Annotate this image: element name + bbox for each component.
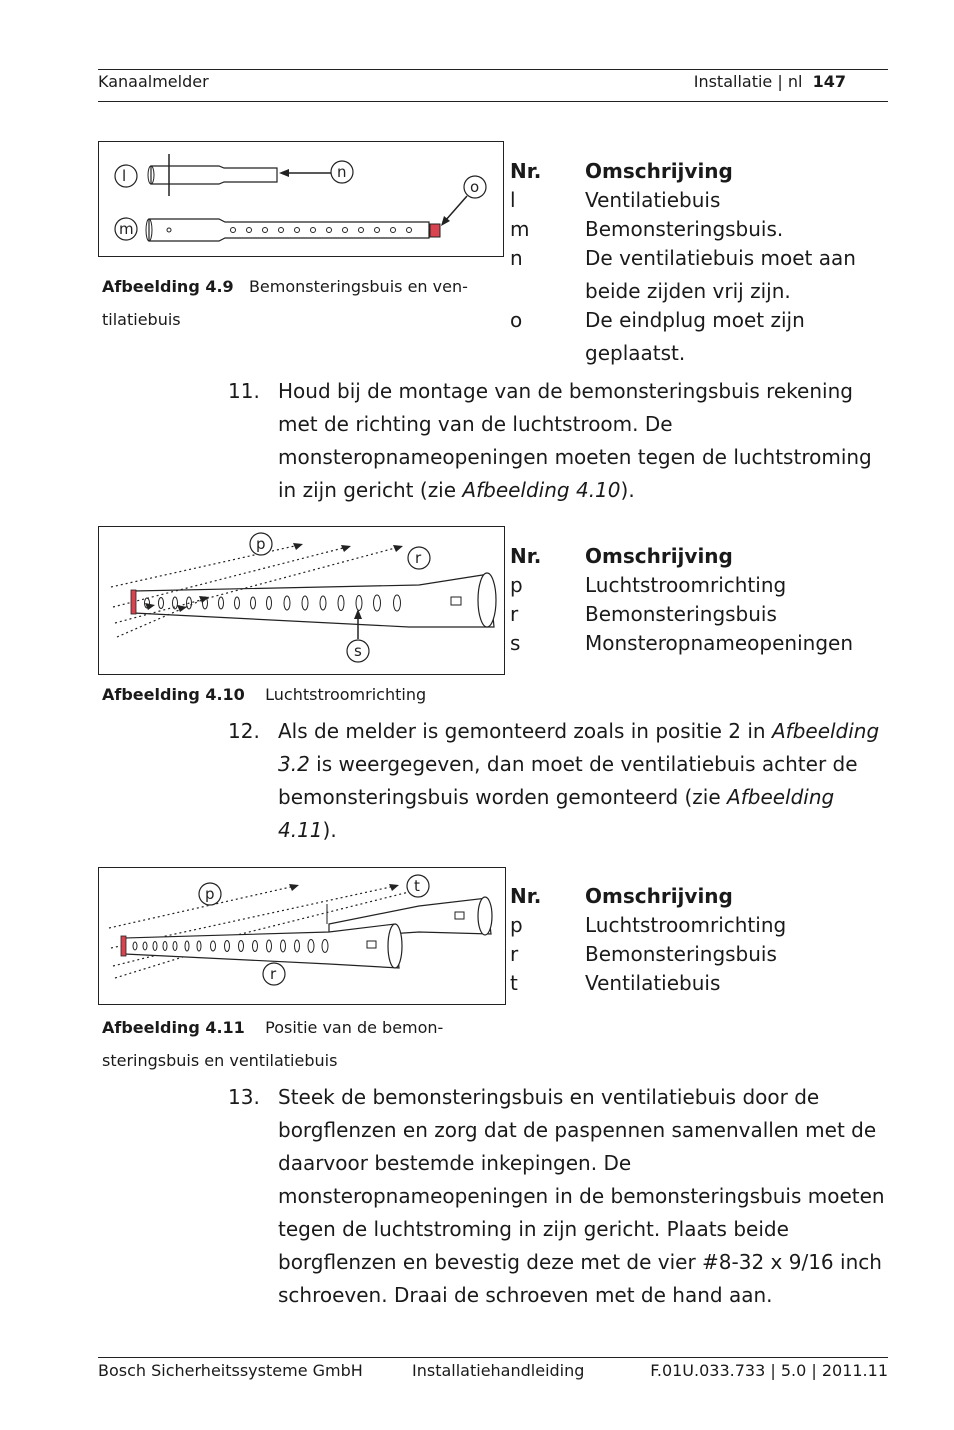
legend-row [510,244,885,273]
caption-text-line1: Bemonsteringsbuis en ven- [248,277,468,296]
caption-text: Luchtstroomrichting [265,685,427,704]
label-p: p [256,535,266,553]
figure-reference: Afbeelding 3.2 [278,719,880,776]
legend-nr: p [510,573,523,597]
legend-desc: De eindplug moet zijn [585,308,805,332]
arrow-o [445,196,467,221]
step-13 [228,1081,890,1312]
label-r: r [415,549,422,567]
figure-4-11-legend [510,882,885,998]
step-text: Steek de bemonsteringsbuis en ventilatiebuis door de borgflenzen en zorg dat de paspennen samenvallen met de daarvoor bestemde inkepingen. De monsteropnameopeningen in de bemonsteringsbuis moeten tegen de luchtstroming in zijn gericht. Plaats beide borgflenzen en bevestig deze met de vier #8-32 x 9/16 inch schroeven. Draai de schroeven met de hand aan. [278,1085,885,1307]
legend-desc: Luchtstroomrichting [585,573,787,597]
step-text-part: ). [620,478,635,502]
header-title: Kanaalmelder [98,72,209,91]
sampling-holes [167,228,412,233]
legend-header [510,157,885,186]
label-m: m [119,220,134,238]
footer-document: Installatiehandleiding [412,1361,585,1380]
label-r: r [270,965,277,983]
figure-4-9-caption [102,270,502,336]
legend-desc: geplaatst. [585,341,686,365]
figure-4-10-legend [510,542,885,658]
legend-nr: s [510,631,521,655]
legend-header [510,882,885,911]
sampling-tube-opening [388,924,402,968]
legend-desc: beide zijden vrij zijn. [585,279,791,303]
legend-row [510,215,885,244]
sampling-tube [149,219,429,241]
legend-nr: n [510,246,523,270]
legend-nr: p [510,913,523,937]
tube-opening [478,573,496,627]
legend-desc: Bemonsteringsbuis. [585,217,784,241]
figure-4-10-drawing [99,527,504,674]
header-section-label: Installatie | nl [693,72,803,91]
step-12 [228,715,890,847]
end-plug [430,224,440,237]
legend-row [510,969,885,998]
step-text [278,715,890,847]
legend-nr: r [510,942,519,966]
figure-reference: Afbeelding 4.10 [462,478,621,502]
ventilation-tube-opening [478,897,492,935]
caption-label: Afbeelding 4.11 [102,1018,245,1037]
legend-row [510,339,885,368]
legend-desc: Bemonsteringsbuis [585,602,777,626]
legend-nr [510,339,585,368]
legend-head-desc: Omschrijving [585,159,733,183]
legend-nr: l [510,188,516,212]
legend-row [510,940,885,969]
legend-head-nr: Nr. [510,159,542,183]
legend-desc: De ventilatiebuis moet aan [585,246,856,270]
legend-desc: Ventilatiebuis [585,188,721,212]
caption-text-line1: Positie van de bemon- [265,1018,444,1037]
label-s: s [354,642,362,660]
legend-row [510,629,885,658]
legend-desc: Bemonsteringsbuis [585,942,777,966]
header-top-rule [98,69,888,70]
sampling-tube [125,924,399,968]
figure-4-11 [98,867,506,1005]
end-plug [131,590,136,614]
label-p: p [205,885,215,903]
figure-4-11-caption [102,1011,502,1077]
label-l: l [122,167,127,185]
step-text-part: Als de melder is gemonteerd zoals in positie 2 in [278,719,772,743]
label-o: o [470,178,480,196]
legend-row [510,186,885,215]
legend-desc: Ventilatiebuis [585,971,721,995]
caption-label: Afbeelding 4.9 [102,277,234,296]
legend-header [510,542,885,571]
figure-reference: Afbeelding 4.11 [278,785,835,842]
step-11 [228,375,890,507]
footer-rule [98,1357,888,1358]
airflow-arrowheads [145,543,403,612]
tube-pin [451,597,461,605]
step-text-part: Houd bij de montage van de bemonsteringsbuis rekening met de richting van de luchtstroom. De monsteropnameopeningen moeten tegen de luchtstroming in zijn gericht (zie [278,379,872,502]
ventilation-tube [151,166,277,184]
caption-text-line2: tilatiebuis [102,310,181,329]
legend-nr: r [510,602,519,626]
figure-4-11-drawing [99,868,505,1004]
legend-row [510,600,885,629]
figure-4-10 [98,526,505,675]
label-n: n [337,163,347,181]
step-text [278,375,890,507]
legend-head-desc: Omschrijving [585,544,733,568]
step-text-part: is weergegeven, dan moet de ventilatiebuis achter de bemonsteringsbuis worden gemonteerd (zie [278,752,858,809]
caption-label: Afbeelding 4.10 [102,685,245,704]
legend-head-nr: Nr. [510,544,542,568]
legend-nr: o [510,308,523,332]
legend-row [510,277,885,306]
legend-head-desc: Omschrijving [585,884,733,908]
arrow-n-head [279,169,289,177]
legend-nr: t [510,971,518,995]
caption-text-line2: steringsbuis en ventilatiebuis [102,1051,338,1070]
figure-4-9 [98,141,504,257]
figure-4-10-caption [102,678,502,711]
legend-row [510,911,885,940]
step-text-part: ). [322,818,337,842]
label-t: t [414,877,420,895]
header-bottom-rule [98,101,888,102]
header-section [694,72,846,92]
legend-nr: m [510,217,530,241]
end-plug [121,936,126,956]
legend-desc: Monsteropnameopeningen [585,631,853,655]
legend-head-nr: Nr. [510,884,542,908]
page-number: 147 [812,72,846,91]
step-number: 13. [228,1085,260,1109]
step-number: 11. [228,379,260,403]
legend-row [510,571,885,600]
arrow-s-head [354,609,362,619]
legend-nr [510,277,585,306]
sampling-tube [134,574,494,627]
figure-4-9-drawing [99,142,503,256]
legend-row [510,306,885,335]
step-number: 12. [228,719,260,743]
footer-company: Bosch Sicherheitssysteme GmbH [98,1361,363,1380]
figure-4-9-legend [510,157,885,368]
footer-reference: F.01U.033.733 | 5.0 | 2011.11 [650,1361,888,1380]
legend-desc: Luchtstroomrichting [585,913,787,937]
